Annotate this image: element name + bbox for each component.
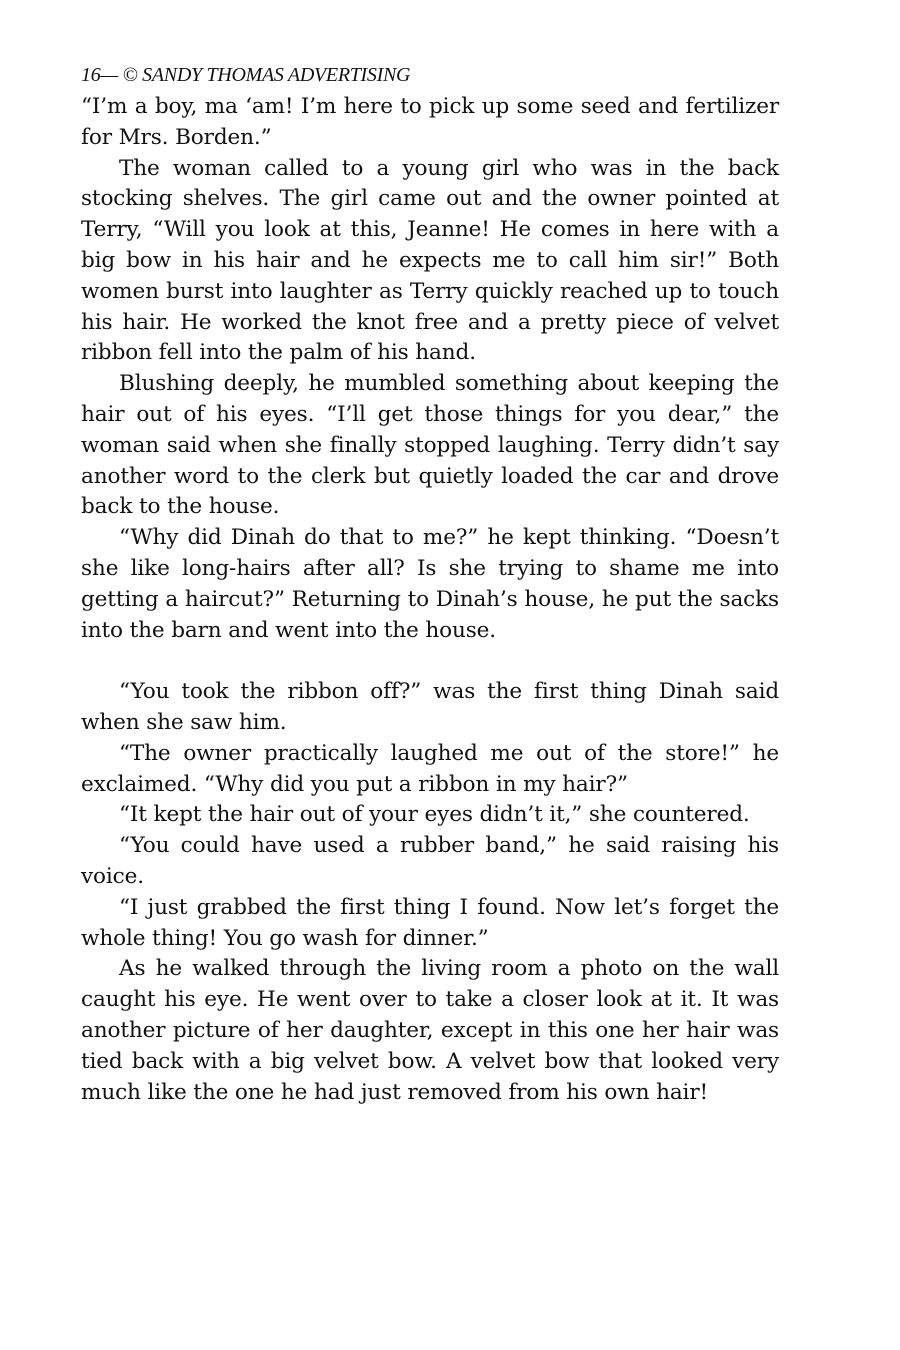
book-page: [81, 62, 779, 1108]
paragraph-10: As he walked through the living room a photo on the wall caught his eye. He went over to take a closer look at it. It was another picture of her daughter, except in this one her hair was tied back with a big velvet bow. A velvet bow that looked very much like the one he had just removed from his own hair!: [81, 956, 779, 1105]
paragraph-9: “I just grabbed the first thing I found. Now let’s forget the whole thing! You go wash for dinner.”: [81, 894, 779, 951]
paragraph-4: “Why did Dinah do that to me?” he kept thinking. “Doesn’t she like long-hairs after all? Is she trying to shame me into getting a haircut?” Returning to Dinah’s house, he put the sacks into the barn and went into the house.: [81, 525, 779, 643]
paragraph-8: “You could have used a rubber band,” he said raising his voice.: [81, 833, 779, 889]
paragraph-2: The woman called to a young girl who was in the back stocking shelves. The girl came out and the owner pointed at Terry, “Will you look at this, Jeanne! He comes in here with a big bow in his hair and he expects me to call him sir!” Both women burst into laughter as Terry quickly reached up to touch his hair. He worked the knot free and a pretty piece of velvet ribbon fell into the palm of his hand.: [81, 155, 779, 366]
paragraph-7: “It kept the hair out of your eyes didn’t it,” she countered.: [119, 802, 750, 828]
section-break: [81, 646, 779, 677]
paragraph-5: “You took the ribbon off?” was the first thing Dinah said when she saw him.: [81, 679, 779, 735]
running-head: 16— © SANDY THOMAS ADVERTISING: [81, 64, 411, 86]
paragraph-1: “I’m a boy, ma ‘am! I’m here to pick up some seed and fertilizer for Mrs. Borden.”: [81, 94, 779, 150]
paragraph-3: Blushing deeply, he mumbled something about keeping the hair out of his eyes. “I’ll get those things for you dear,” the woman said when she finally stopped laughing. Terry didn’t say another word to the clerk but quietly loaded the car and drove back to the house.: [81, 371, 779, 520]
paragraph-6: “The owner practically laughed me out of the store!” he exclaimed. “Why did you put a ribbon in my hair?”: [81, 740, 779, 797]
